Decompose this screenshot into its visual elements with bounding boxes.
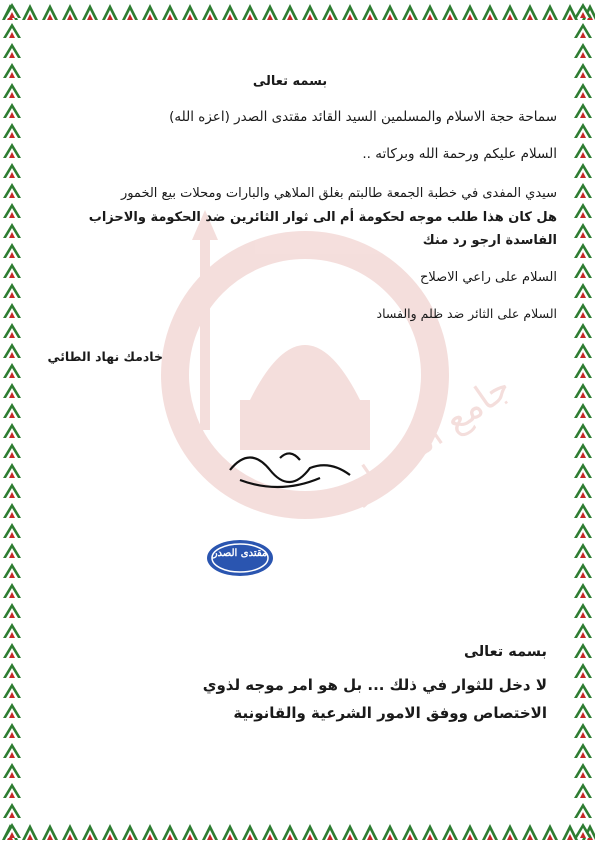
body-line: الفاسدة ارجو رد منك — [422, 233, 557, 248]
transcription-line: لا دخل للثوار في ذلك ... بل هو امر موجه لذوي — [202, 676, 547, 694]
addressee-line: سماحة حجة الاسلام والمسلمين السيد القائد مقتدى الصدر (اعزه الله) — [169, 109, 557, 125]
transcription-heading: بسمه تعالى — [464, 644, 547, 660]
letter-heading: بسمه تعالى — [252, 74, 328, 89]
transcription-line: الاختصاص ووفق الامور الشرعية والقانونية — [233, 704, 547, 722]
decorative-border-right — [571, 0, 595, 842]
body-line: سيدي المفدى في خطبة الجمعة طالبتم بغلق الملاهي والبارات ومحلات بيع الخمور — [120, 186, 557, 201]
closing-line: السلام على الثائر ضد ظلم والفساد — [376, 306, 557, 321]
closing-line: السلام على راعي الاصلاح — [420, 270, 557, 285]
decorative-border-top — [0, 0, 595, 22]
signature-scribble — [220, 440, 360, 500]
greeting-line: السلام عليكم ورحمة الله وبركاته .. — [362, 146, 557, 162]
stamp-text: مقتدى الصدر — [212, 548, 268, 559]
signer-name: خادمك نهاد الطائي — [47, 349, 163, 364]
watermark-text: جامع المختار — [341, 366, 519, 508]
body-line: هل كان هذا طلب موجه لحكومة أم الى ثوار الثائرين ضد الحكومة والاحزاب — [88, 210, 557, 225]
decorative-border-left — [0, 0, 24, 842]
decorative-border-bottom — [0, 820, 595, 842]
